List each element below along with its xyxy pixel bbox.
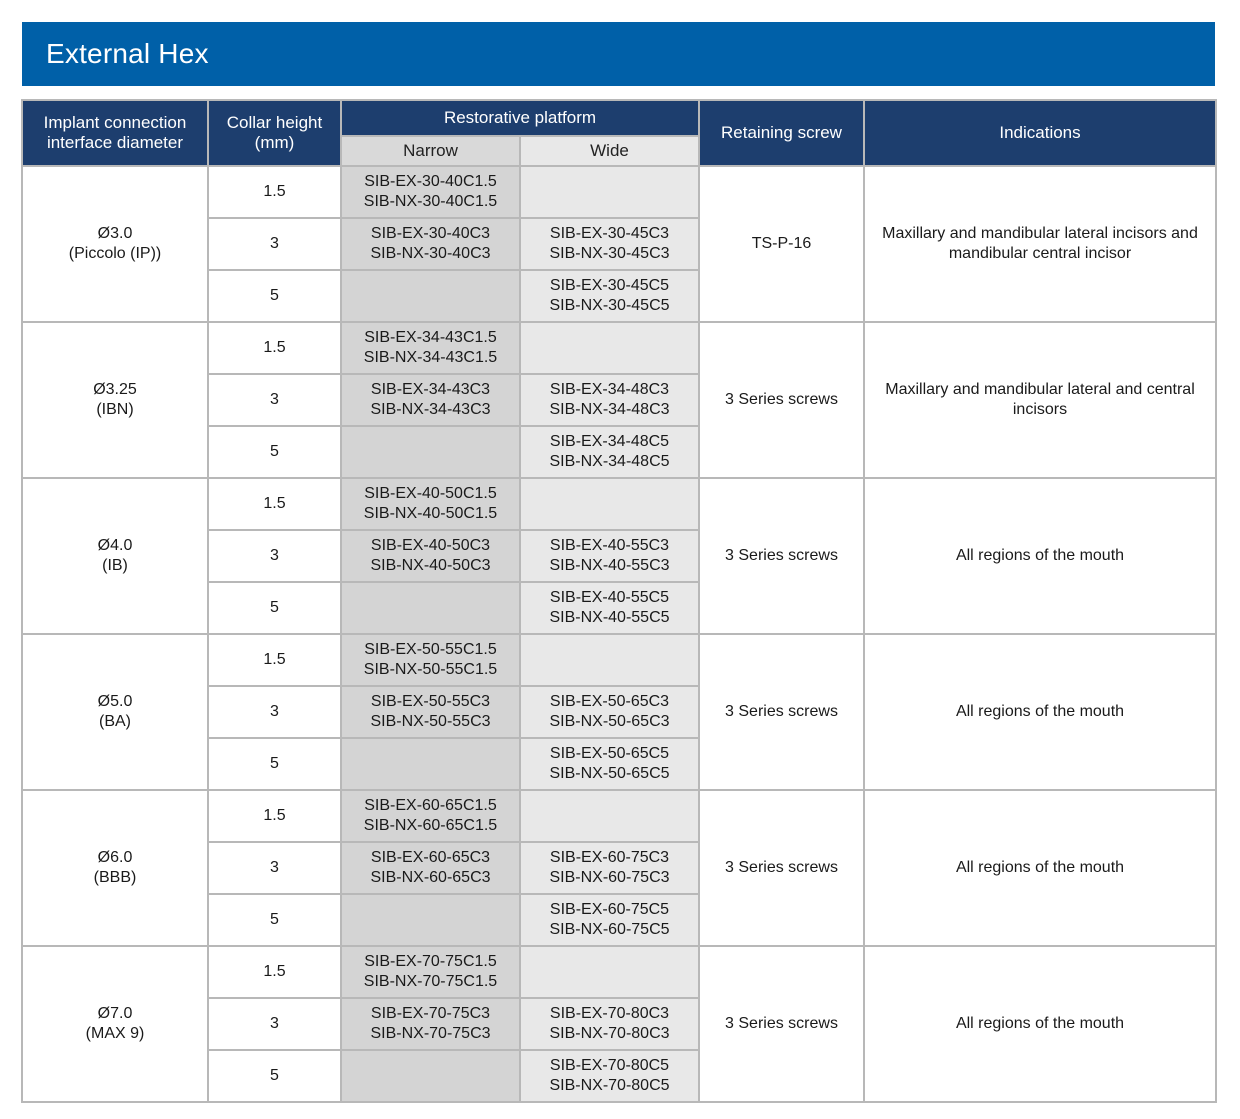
table-row (22, 322, 1216, 374)
retaining-screw-cell: 3 Series screws (699, 634, 864, 790)
narrow-platform-cell (341, 166, 520, 218)
part-number: SIB-NX-50-55C3 (370, 713, 491, 730)
part-number: SIB-EX-30-40C3 (370, 225, 491, 242)
header-collar-height: Collar height (mm) (208, 100, 341, 166)
part-number: SIB-EX-60-65C3 (370, 849, 491, 866)
collar-height-cell: 5 (208, 426, 341, 478)
collar-height-cell: 1.5 (208, 634, 341, 686)
part-number: SIB-NX-40-55C3 (549, 557, 670, 574)
narrow-platform-cell (341, 894, 520, 946)
indications-cell: All regions of the mouth (864, 478, 1216, 634)
collar-height-cell: 5 (208, 1050, 341, 1102)
table-row (22, 790, 1216, 842)
narrow-platform-cell (341, 478, 520, 530)
diameter-cell (22, 166, 208, 322)
diameter-cell (22, 946, 208, 1102)
narrow-platform-cell (341, 530, 520, 582)
indications-cell: Maxillary and mandibular lateral and central incisors (864, 322, 1216, 478)
part-number: SIB-EX-50-55C3 (370, 693, 491, 710)
wide-platform-cell (520, 894, 699, 946)
part-number: SIB-NX-70-75C1.5 (363, 973, 498, 990)
part-number: SIB-EX-50-65C3 (549, 693, 670, 710)
part-number: SIB-NX-34-48C3 (549, 401, 670, 418)
part-number: SIB-NX-34-48C5 (549, 453, 670, 470)
collar-height-cell: 3 (208, 530, 341, 582)
collar-height-cell: 5 (208, 894, 341, 946)
collar-height-cell: 3 (208, 218, 341, 270)
part-number: SIB-NX-60-65C1.5 (363, 817, 498, 834)
part-number: SIB-NX-30-40C1.5 (363, 193, 498, 210)
implant-type: (BBB) (93, 869, 137, 886)
part-number: SIB-EX-34-43C3 (370, 381, 491, 398)
collar-height-cell: 5 (208, 738, 341, 790)
wide-platform-cell (520, 738, 699, 790)
collar-height-cell: 3 (208, 998, 341, 1050)
wide-platform-cell (520, 426, 699, 478)
wide-platform-cell (520, 530, 699, 582)
table-row (22, 946, 1216, 998)
part-number: SIB-EX-40-55C5 (549, 589, 670, 606)
part-number: SIB-EX-34-48C5 (549, 433, 670, 450)
retaining-screw-cell: 3 Series screws (699, 478, 864, 634)
part-number: SIB-NX-40-50C1.5 (363, 505, 498, 522)
retaining-screw-cell: 3 Series screws (699, 790, 864, 946)
implant-type: (IBN) (96, 401, 134, 418)
header-indications: Indications (864, 100, 1216, 166)
part-number: SIB-NX-30-45C3 (549, 245, 670, 262)
wide-platform-cell (520, 218, 699, 270)
part-number: SIB-NX-50-65C3 (549, 713, 670, 730)
wide-platform-cell (520, 634, 699, 686)
part-number: SIB-NX-40-55C5 (549, 609, 670, 626)
implant-type: (IB) (102, 557, 128, 574)
narrow-platform-cell (341, 270, 520, 322)
narrow-platform-cell (341, 790, 520, 842)
part-number: SIB-EX-70-80C5 (549, 1057, 670, 1074)
part-number: SIB-EX-30-45C3 (549, 225, 670, 242)
part-number: SIB-NX-60-65C3 (370, 869, 491, 886)
diameter-cell (22, 478, 208, 634)
narrow-platform-cell (341, 686, 520, 738)
diameter-value: Ø7.0 (97, 1005, 133, 1022)
part-number: SIB-NX-70-75C3 (370, 1025, 491, 1042)
table-body (22, 166, 1216, 1102)
section-banner (22, 22, 1215, 86)
collar-height-cell: 3 (208, 374, 341, 426)
header-diameter: Implant connection interface diameter (22, 100, 208, 166)
wide-platform-cell (520, 998, 699, 1050)
wide-platform-cell (520, 790, 699, 842)
collar-height-cell: 1.5 (208, 478, 341, 530)
part-number: SIB-EX-50-55C1.5 (364, 641, 497, 658)
part-number: SIB-EX-60-75C5 (549, 901, 670, 918)
header-narrow: Narrow (341, 136, 520, 166)
diameter-value: Ø4.0 (97, 537, 133, 554)
part-number: SIB-NX-34-43C3 (370, 401, 491, 418)
part-number: SIB-EX-70-75C3 (370, 1005, 491, 1022)
table-row (22, 634, 1216, 686)
part-number: SIB-EX-70-75C1.5 (364, 953, 497, 970)
narrow-platform-cell (341, 946, 520, 998)
collar-height-cell: 1.5 (208, 166, 341, 218)
diameter-cell (22, 790, 208, 946)
wide-platform-cell (520, 842, 699, 894)
part-number: SIB-EX-40-50C1.5 (364, 485, 497, 502)
part-number: SIB-NX-50-65C5 (549, 765, 670, 782)
narrow-platform-cell (341, 738, 520, 790)
part-number: SIB-NX-60-75C3 (549, 869, 670, 886)
wide-platform-cell (520, 374, 699, 426)
part-number: SIB-EX-30-45C5 (549, 277, 670, 294)
part-number: SIB-EX-60-65C1.5 (364, 797, 497, 814)
part-number: SIB-NX-34-43C1.5 (363, 349, 498, 366)
header-restorative-platform: Restorative platform (341, 100, 699, 136)
wide-platform-cell (520, 686, 699, 738)
part-number: SIB-EX-34-48C3 (549, 381, 670, 398)
collar-height-cell: 3 (208, 686, 341, 738)
diameter-value: Ø5.0 (97, 693, 133, 710)
indications-cell: Maxillary and mandibular lateral incisors and mandibular central incisor (864, 166, 1216, 322)
table-row (22, 478, 1216, 530)
wide-platform-cell (520, 582, 699, 634)
collar-height-cell: 1.5 (208, 946, 341, 998)
diameter-cell (22, 634, 208, 790)
section-title: External Hex (46, 38, 209, 69)
part-number: SIB-EX-40-55C3 (549, 537, 670, 554)
part-number: SIB-EX-50-65C5 (549, 745, 670, 762)
collar-height-cell: 5 (208, 582, 341, 634)
wide-platform-cell (520, 1050, 699, 1102)
narrow-platform-cell (341, 998, 520, 1050)
table-row (22, 166, 1216, 218)
indications-cell: All regions of the mouth (864, 634, 1216, 790)
part-number: SIB-NX-70-80C5 (549, 1077, 670, 1094)
wide-platform-cell (520, 322, 699, 374)
narrow-platform-cell (341, 374, 520, 426)
part-number: SIB-NX-30-45C5 (549, 297, 670, 314)
diameter-cell (22, 322, 208, 478)
collar-height-cell: 5 (208, 270, 341, 322)
implant-type: (Piccolo (IP)) (68, 245, 162, 262)
narrow-platform-cell (341, 842, 520, 894)
diameter-value: Ø3.0 (97, 225, 133, 242)
collar-height-cell: 1.5 (208, 322, 341, 374)
part-number: SIB-NX-50-55C1.5 (363, 661, 498, 678)
wide-platform-cell (520, 946, 699, 998)
part-number: SIB-NX-30-40C3 (370, 245, 491, 262)
header-retaining-screw: Retaining screw (699, 100, 864, 166)
diameter-value: Ø6.0 (97, 849, 133, 866)
retaining-screw-cell: 3 Series screws (699, 322, 864, 478)
part-number: SIB-EX-40-50C3 (370, 537, 491, 554)
collar-height-cell: 1.5 (208, 790, 341, 842)
narrow-platform-cell (341, 1050, 520, 1102)
diameter-value: Ø3.25 (93, 381, 137, 398)
part-number: SIB-NX-60-75C5 (549, 921, 670, 938)
wide-platform-cell (520, 478, 699, 530)
narrow-platform-cell (341, 426, 520, 478)
narrow-platform-cell (341, 322, 520, 374)
narrow-platform-cell (341, 218, 520, 270)
retaining-screw-cell: 3 Series screws (699, 946, 864, 1102)
wide-platform-cell (520, 166, 699, 218)
external-hex-table (21, 99, 1217, 1103)
retaining-screw-cell: TS-P-16 (699, 166, 864, 322)
part-number: SIB-NX-40-50C3 (370, 557, 491, 574)
part-number: SIB-EX-30-40C1.5 (364, 173, 497, 190)
collar-height-cell: 3 (208, 842, 341, 894)
header-wide: Wide (520, 136, 699, 166)
implant-type: (MAX 9) (85, 1025, 145, 1042)
part-number: SIB-EX-70-80C3 (549, 1005, 670, 1022)
part-number: SIB-EX-60-75C3 (549, 849, 670, 866)
narrow-platform-cell (341, 582, 520, 634)
part-number: SIB-EX-34-43C1.5 (364, 329, 497, 346)
narrow-platform-cell (341, 634, 520, 686)
part-number: SIB-NX-70-80C3 (549, 1025, 670, 1042)
indications-cell: All regions of the mouth (864, 946, 1216, 1102)
implant-type: (BA) (99, 713, 131, 730)
wide-platform-cell (520, 270, 699, 322)
indications-cell: All regions of the mouth (864, 790, 1216, 946)
